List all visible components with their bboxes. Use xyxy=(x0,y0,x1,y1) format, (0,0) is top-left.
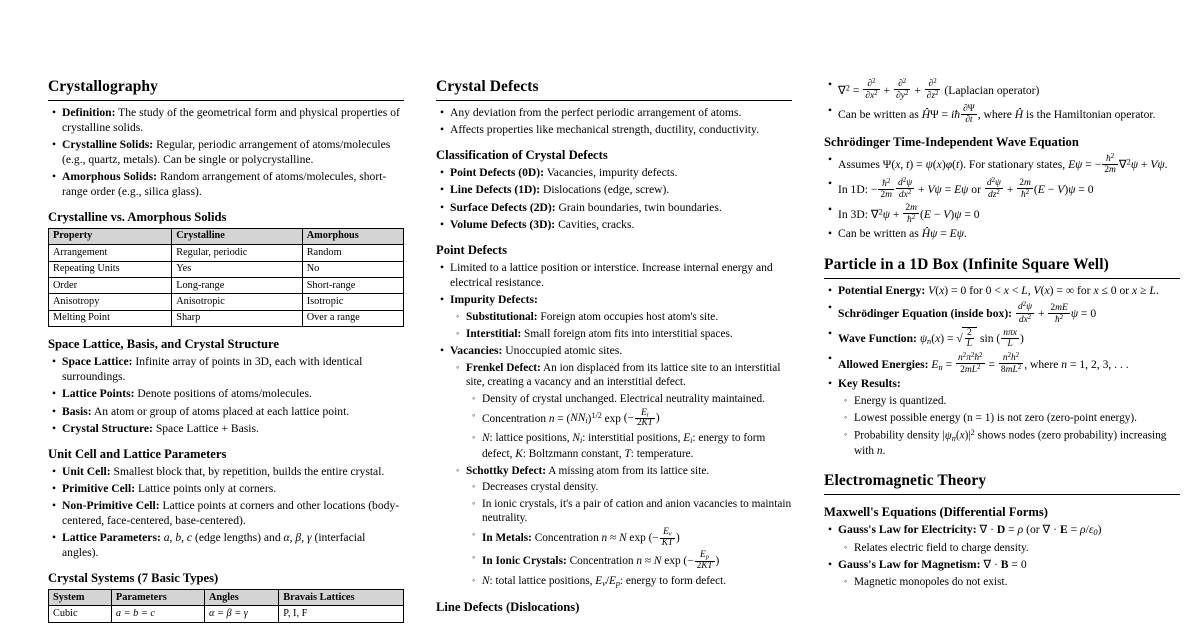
list-item xyxy=(466,327,792,341)
table-cell-angles: α = β = γ xyxy=(205,606,279,622)
formula-schottky-legend: ◦ N: total lattice positions, $E_v/E_p$: energy to form defect. xyxy=(482,574,792,589)
list-item xyxy=(62,387,404,402)
term-surface-defects: Surface Defects (2D): xyxy=(450,200,556,214)
list-unit-cell xyxy=(48,465,404,561)
term-primitive-cell: Primitive Cell: xyxy=(62,482,136,495)
table-row xyxy=(49,310,404,326)
table-cell-parameters: a = b = c xyxy=(111,606,204,622)
term-body: Lattice points only at corners. xyxy=(137,482,277,495)
formula-in-3d: • In 3D: ∇$^2$ψ + $\frac{2m}{ħ^2}$ (E − V)ψ = 0 xyxy=(838,203,1180,225)
list-crystallography-definitions xyxy=(48,106,404,200)
term-body: Lattice points at corners and other locations (body-centered, face-centered, base-centered). xyxy=(62,499,400,528)
term-body: Smallest block that, by repetition, builds the entire crystal. xyxy=(113,464,385,478)
term-point-defects: Point Defects (0D): xyxy=(450,166,545,180)
list-item xyxy=(466,310,792,324)
formula-potential-energy: • Potential Energy: V(x) = 0 for 0 < x < L, V(x) = ∞ for x ≤ 0 or x ≥ L. xyxy=(838,284,1180,299)
list-item: ◦ Lowest possible energy (n = 1) is not zero (zero-point energy). xyxy=(854,411,1180,425)
term-body: Foreign atom occupies host atom's site. xyxy=(540,310,719,323)
list-operators xyxy=(824,78,1180,125)
term-interstitial: Interstitial: xyxy=(466,327,522,340)
table-cell: Repeating Units xyxy=(49,261,172,277)
table-cell: Sharp xyxy=(172,310,302,326)
column-crystallography xyxy=(48,78,404,626)
table-cell: Anisotropic xyxy=(172,294,302,310)
term-body: A missing atom from its lattice site. xyxy=(548,464,710,477)
table-header-cell: System xyxy=(49,590,112,606)
table-header-cell: Parameters xyxy=(111,590,204,606)
table-crystalline-vs-amorphous xyxy=(48,228,404,327)
term-line-defects: Line Defects (1D): xyxy=(450,183,541,197)
term-body: Vacancies, impurity defects. xyxy=(546,166,678,180)
formula-wave-function: • Wave Function: $\psi_n(x)$ = √ $\frac{2}{L}$ sin ( $\frac{\text{nπx}}{L}$ ) xyxy=(838,327,1180,349)
term-crystalline-solids: Crystalline Solids: xyxy=(62,138,154,152)
list-item xyxy=(62,482,404,497)
formula-hamiltonian: • Can be written as ĤΨ = iħ $\frac{\partial\Psi}{\partial t}$ , where Ĥ is the Hamiltonian operator. xyxy=(838,104,1180,125)
subsection-classification: Classification of Crystal Defects xyxy=(436,148,608,163)
term-basis: Basis: xyxy=(62,404,92,418)
table-crystal-systems xyxy=(48,589,404,623)
list-item-key-results: • Key Results: ◦ Energy is quantized. ◦ Lowest possible energy (n = 1) is not zero (zero-point energy). ◦ Probability density $|\psi_n(x)|^2$ shows nodes (zero probability) increasing with n. xyxy=(838,377,1180,458)
list-vacancy-types xyxy=(450,361,792,590)
formula-in-1d: • In 1D: − $\frac{ħ^2}{2m}$ $\frac{d^2\psi}{dx^2}$ + Vψ = Eψ or $\frac{d^2\psi}{dz^2}$ + $\frac{2m}{ħ^2}$ (E − V)ψ = 0 xyxy=(838,177,1180,200)
term-body: Dislocations (edge, screw). xyxy=(543,183,670,197)
table-header-row xyxy=(49,228,404,244)
table-cell: Melting Point xyxy=(49,310,172,326)
list-item xyxy=(450,344,792,590)
list-classification xyxy=(436,166,792,233)
list-item xyxy=(450,201,792,216)
list-gauss-e-notes xyxy=(838,541,1180,555)
table-header-cell: Amorphous xyxy=(302,228,403,244)
list-key-results xyxy=(838,394,1180,458)
term-body: Denote positions of atoms/molecules. xyxy=(137,387,312,401)
table-cell: No xyxy=(302,261,403,277)
list-item xyxy=(450,183,792,198)
term-lattice-parameters: Lattice Parameters: xyxy=(62,531,161,545)
subsection-unit-cell: Unit Cell and Lattice Parameters xyxy=(48,446,227,461)
table-cell: Short-range xyxy=(302,278,403,294)
list-item xyxy=(450,293,792,341)
term-body: (edge lengths) and xyxy=(194,531,281,545)
list-schrodinger xyxy=(824,153,1180,243)
table-cell: Long-range xyxy=(172,278,302,294)
table-cell: Order xyxy=(49,278,172,294)
list-item: ◦ Decreases crystal density. xyxy=(482,480,792,494)
table-header-row xyxy=(49,590,404,606)
formula-frenkel-concentration: ◦ Concentration $n = (NN_i)^{1/2}$ exp (− $\frac{E_i}{2KT}$ ) xyxy=(482,409,792,429)
table-cell: Isotropic xyxy=(302,294,403,310)
section-title-particle-in-box: Particle in a 1D Box (Infinite Square Well) xyxy=(824,256,1180,279)
term-body: Infinite array of points in 3D, each with identical surroundings. xyxy=(62,355,363,383)
list-item xyxy=(62,465,404,480)
table-cell: Anisotropy xyxy=(49,294,172,310)
formula-schottky-ionic: ◦ In Ionic Crystals: Concentration n ≈ N exp (− $\frac{E_p}{2KT}$ ) xyxy=(482,551,792,571)
table-header-cell: Angles xyxy=(205,590,279,606)
term-non-primitive-cell: Non-Primitive Cell: xyxy=(62,499,160,513)
term-body: The study of the geometrical form and physical properties of crystalline solids. xyxy=(62,106,400,134)
list-item xyxy=(62,355,404,385)
table-cell: Yes xyxy=(172,261,302,277)
formula-schrodinger-inside-box: • Schrödinger Equation (inside box): $\frac{d^2\psi}{dx^2}$ + $\frac{2mE}{ħ^2}$ ψ = 0 xyxy=(838,301,1180,324)
table-cell-system: Cubic xyxy=(49,606,112,622)
list-space-lattice xyxy=(48,355,404,437)
table-header-cell: Crystalline xyxy=(172,228,302,244)
list-item xyxy=(62,531,404,561)
table-cell: Over a range xyxy=(302,310,403,326)
table-cell: Random xyxy=(302,245,403,261)
table-row xyxy=(49,261,404,277)
section-title-electromagnetic-theory: Electromagnetic Theory xyxy=(824,472,1180,495)
formula-laplacian: • ∇$^2$ = $\frac{\partial^2}{\partial x^2}$ + $\frac{\partial^2}{\partial y^2}$ + $\frac{\partial^2}{\partial z^2}$ (Laplacian operator) xyxy=(838,78,1180,101)
subsection-line-defects: Line Defects (Dislocations) xyxy=(436,599,580,614)
term-amorphous-solids: Amorphous Solids: xyxy=(62,170,158,184)
list-item-probability-density: ◦ Probability density $|\psi_n(x)|^2$ shows nodes (zero probability) increasing with n. xyxy=(854,428,1180,458)
list-item: • Limited to a lattice position or interstice. Increase internal energy and electrical resistance. xyxy=(450,261,792,291)
list-point-defects xyxy=(436,261,792,590)
term-body: Regular, periodic arrangement of atoms/molecules (e.g., quartz, metals). Can be single or polycrystalline. xyxy=(62,138,391,166)
term-space-lattice: Space Lattice: xyxy=(62,355,133,369)
term-volume-defects: Volume Defects (3D): xyxy=(450,218,556,232)
term-body: Small foreign atom fits into interstitial spaces. xyxy=(524,327,733,340)
list-gauss-m-notes xyxy=(838,575,1180,589)
list-item xyxy=(62,138,404,168)
formula-allowed-energies: • Allowed Energies: $E_n$ = $\frac{n^2\pi^2ħ^2}{2mL^2}$ = $\frac{n^2h^2}{8mL^2}$ , where n = 1, 2, 3, . . . xyxy=(838,352,1180,375)
list-item: ◦ Magnetic monopoles do not exist. xyxy=(854,575,1180,589)
list-impurity xyxy=(450,310,792,341)
list-item xyxy=(466,464,792,590)
term-lattice-points: Lattice Points: xyxy=(62,387,135,401)
list-frenkel-notes xyxy=(466,392,792,462)
formula-gauss-magnetism: • Gauss's Law for Magnetism: ∇ · B = 0 ◦ Magnetic monopoles do not exist. xyxy=(838,558,1180,589)
table-cell: Arrangement xyxy=(49,245,172,261)
subsection-crystal-systems: Crystal Systems (7 Basic Types) xyxy=(48,571,219,586)
subsection-point-defects: Point Defects xyxy=(436,242,507,257)
list-item xyxy=(62,106,404,136)
list-item xyxy=(450,218,792,233)
list-maxwell xyxy=(824,523,1180,589)
term-body: Space Lattice + Basis. xyxy=(155,421,259,435)
list-schottky-notes xyxy=(466,480,792,589)
math-angles: α, β, γ xyxy=(283,531,312,545)
term-substitutional: Substitutional: xyxy=(466,310,538,323)
term-body: Grain boundaries, twin boundaries. xyxy=(558,200,722,214)
math-edge-lengths: a, b, c xyxy=(163,531,193,545)
term-frenkel-defect: Frenkel Defect: xyxy=(466,361,541,374)
list-item xyxy=(62,170,404,200)
subsection-schrodinger-time-independent: Schrödinger Time-Independent Wave Equation xyxy=(824,134,1079,149)
term-vacancies: Vacancies: xyxy=(450,343,503,357)
term-impurity-defects: Impurity Defects: xyxy=(450,293,538,307)
list-item: ◦ Relates electric field to charge density. xyxy=(854,541,1180,555)
term-schottky-defect: Schottky Defect: xyxy=(466,464,546,477)
formula-assumes: • Assumes Ψ(x, t) = ψ(x)φ(t). For stationary states, Eψ = − $\frac{ħ^2}{2m}$ ∇$^2$ψ + Vψ. xyxy=(838,153,1180,175)
term-unit-cell: Unit Cell: xyxy=(62,464,111,478)
table-row xyxy=(49,294,404,310)
list-item xyxy=(450,166,792,181)
table-cell-bravais: P, I, F xyxy=(279,606,404,622)
list-item: • Affects properties like mechanical strength, ductility, conductivity. xyxy=(450,123,792,138)
formula-h-psi: • Can be written as Ĥψ = Eψ. xyxy=(838,227,1180,242)
term-definition: Definition: xyxy=(62,106,116,119)
table-row xyxy=(49,245,404,261)
term-body: Unoccupied atomic sites. xyxy=(505,343,623,357)
term-crystal-structure: Crystal Structure: xyxy=(62,421,153,435)
list-item xyxy=(62,405,404,420)
table-cell: Regular, periodic xyxy=(172,245,302,261)
list-item: ◦ In ionic crystals, it's a pair of cation and anion vacancies to maintain neutrality. xyxy=(482,497,792,526)
list-item: ◦ Density of crystal unchanged. Electrical neutrality maintained. xyxy=(482,392,792,406)
table-row xyxy=(49,278,404,294)
subsection-crystalline-vs-amorphous: Crystalline vs. Amorphous Solids xyxy=(48,209,227,224)
table-header-cell: Property xyxy=(49,228,172,244)
formula-schottky-metals: ◦ In Metals: Concentration n ≈ N exp (− $\frac{E_v}{KT}$ ) xyxy=(482,528,792,548)
list-particle-in-box xyxy=(824,284,1180,458)
term-tail: (interfacial angles). xyxy=(62,531,366,560)
subsection-space-lattice: Space Lattice, Basis, and Crystal Structure xyxy=(48,337,279,352)
list-item xyxy=(62,499,404,529)
column-quantum-em xyxy=(824,78,1180,626)
term-body: Cavities, cracks. xyxy=(558,218,635,232)
table-row xyxy=(49,606,404,622)
list-item xyxy=(466,361,792,461)
list-item xyxy=(62,422,404,437)
section-title-crystal-defects: Crystal Defects xyxy=(436,78,792,101)
list-item: ◦ Energy is quantized. xyxy=(854,394,1180,408)
list-defects-intro xyxy=(436,106,792,138)
table-header-cell: Bravais Lattices xyxy=(279,590,404,606)
formula-gauss-electricity: • Gauss's Law for Electricity: ∇ · D = ρ (or ∇ · $E = \rho/\varepsilon_0$) ◦ Relates electric field to charge density. xyxy=(838,523,1180,555)
section-title-crystallography: Crystallography xyxy=(48,78,404,101)
term-body: An atom or group of atoms placed at each lattice point. xyxy=(93,404,350,418)
term-body: An ion displaced from its lattice site to an interstitial site, creating a vacancy and an interstitial defect. xyxy=(466,361,781,389)
list-item: • Any deviation from the perfect periodic arrangement of atoms. xyxy=(450,106,792,121)
subsection-maxwell-equations: Maxwell's Equations (Differential Forms) xyxy=(824,505,1048,520)
formula-frenkel-legend: ◦ N: lattice positions, $N_i$: interstitial positions, $E_i$: energy to form defect, K: Boltzmann constant, T: temperature. xyxy=(482,431,792,461)
column-crystal-defects xyxy=(436,78,792,626)
term-body: Random arrangement of atoms/molecules, short-range order (e.g., silica glass). xyxy=(62,170,387,199)
